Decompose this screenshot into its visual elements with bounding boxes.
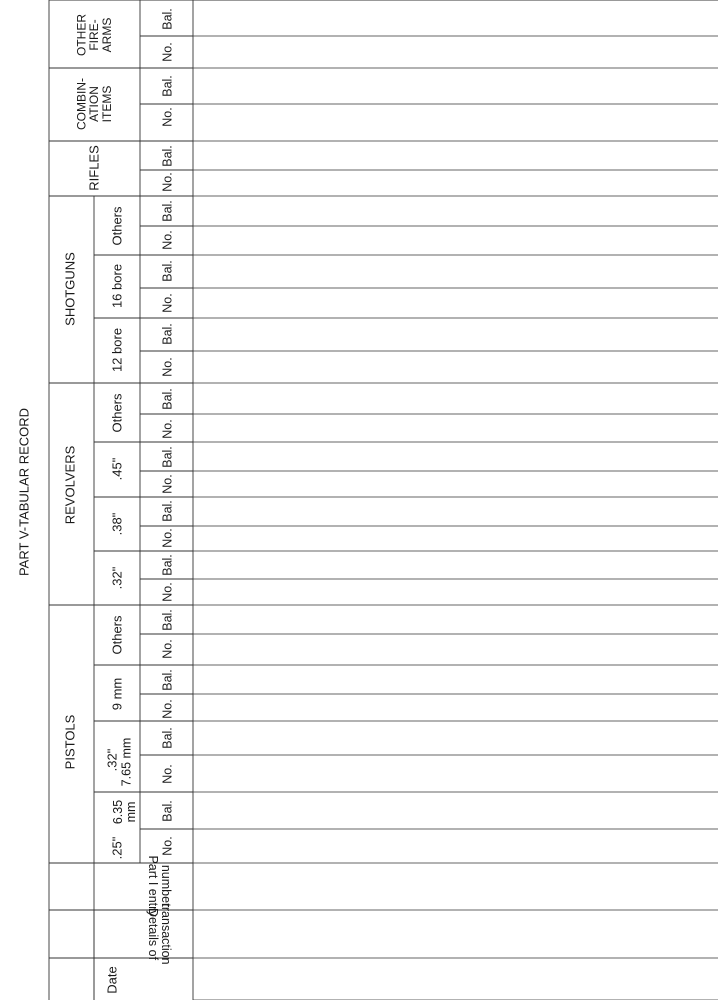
column-details-of-transaction: Details oftransaction bbox=[146, 903, 174, 965]
sub-label-no: No. bbox=[160, 172, 175, 192]
sub-label-bal: Bal. bbox=[160, 323, 175, 345]
sub-label-no: No. bbox=[160, 42, 175, 62]
caliber-shotgun-16: 16 bore bbox=[109, 263, 125, 309]
entry-row-lines bbox=[193, 0, 718, 1000]
caliber-pistol-32: .32" bbox=[104, 748, 120, 772]
caliber-revolver-32: .32" bbox=[109, 566, 125, 590]
caliber-shotgun-12: 12 bore bbox=[109, 327, 125, 373]
caliber-revolver-others: Others bbox=[109, 393, 125, 433]
sub-label-no: No. bbox=[160, 357, 175, 377]
sub-label-bal: Bal. bbox=[160, 609, 175, 631]
group-shotguns: SHOTGUNS bbox=[62, 252, 78, 326]
sub-label-no: No. bbox=[160, 293, 175, 313]
caliber-revolver-45: .45" bbox=[109, 457, 125, 481]
sub-label-no: No. bbox=[160, 528, 175, 548]
group-combination-items: COMBIN-ATIONITEMS bbox=[74, 78, 114, 130]
caliber-pistol-25: .25" bbox=[109, 836, 125, 860]
sub-label-bal: Bal. bbox=[160, 8, 175, 30]
column-date: Date bbox=[104, 966, 120, 994]
column-part-i-entry-number: Part I entrynumber bbox=[146, 855, 174, 917]
sub-label-no: No. bbox=[160, 836, 175, 856]
caliber-pistol-others: Others bbox=[109, 615, 125, 655]
sub-label-no: No. bbox=[160, 419, 175, 439]
sub-label-bal: Bal. bbox=[160, 446, 175, 468]
sub-label-bal: Bal. bbox=[160, 75, 175, 97]
sub-label-bal: Bal. bbox=[160, 800, 175, 822]
sub-label-bal: Bal. bbox=[160, 554, 175, 576]
caliber-pistol-635: 6.35mm bbox=[110, 799, 138, 825]
sub-label-no: No. bbox=[160, 582, 175, 602]
caliber-pistol-9mm: 9 mm bbox=[109, 677, 125, 711]
sub-label-no: No. bbox=[160, 639, 175, 659]
sub-label-no: No. bbox=[160, 230, 175, 250]
group-other-firearms: OTHERFIRE-ARMS bbox=[74, 14, 114, 56]
sub-label-bal: Bal. bbox=[160, 500, 175, 522]
sub-label-bal: Bal. bbox=[160, 727, 175, 749]
caliber-pistol-765: 7.65 mm bbox=[119, 737, 134, 787]
sub-label-no: No. bbox=[160, 474, 175, 494]
group-revolvers: REVOLVERS bbox=[62, 445, 78, 525]
group-rifles: RIFLES bbox=[86, 145, 102, 191]
sub-label-bal: Bal. bbox=[160, 200, 175, 222]
sub-label-bal: Bal. bbox=[160, 260, 175, 282]
sub-label-no: No. bbox=[160, 764, 175, 784]
sub-label-no: No. bbox=[160, 107, 175, 127]
caliber-revolver-38: .38" bbox=[109, 512, 125, 536]
sub-label-no: No. bbox=[160, 699, 175, 719]
sub-label-bal: Bal. bbox=[160, 669, 175, 691]
caliber-shotgun-others: Others bbox=[109, 206, 125, 246]
group-pistols: PISTOLS bbox=[62, 714, 78, 770]
sub-label-bal: Bal. bbox=[160, 388, 175, 410]
page-title: PART V-TABULAR RECORD bbox=[16, 407, 32, 577]
sub-label-bal: Bal. bbox=[160, 145, 175, 167]
